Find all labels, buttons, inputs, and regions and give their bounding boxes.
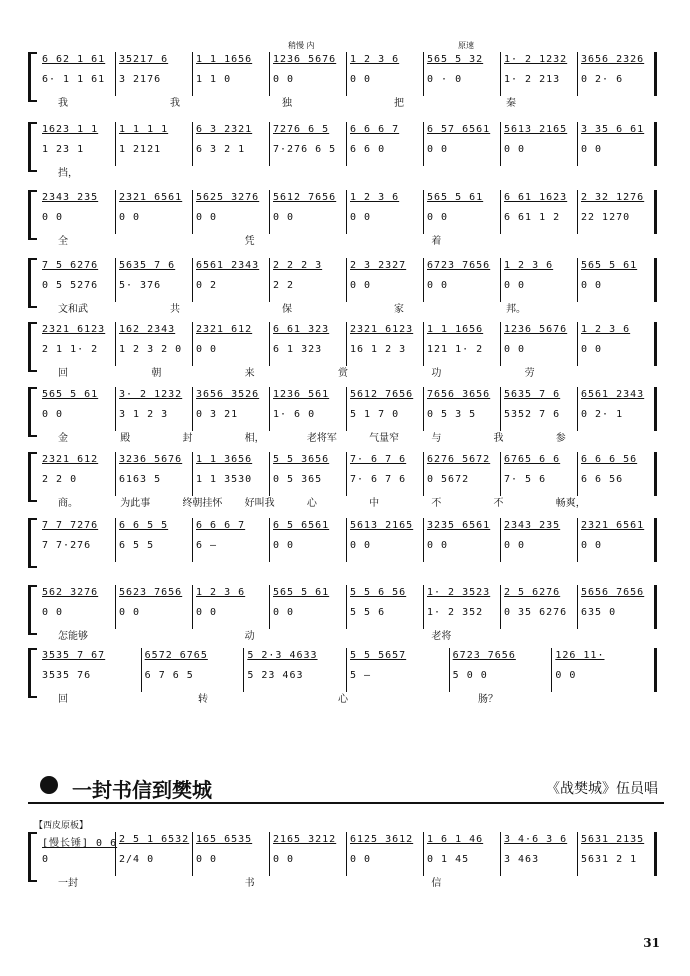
accompaniment-measure: 0 0 [196,854,218,865]
accompaniment-measure: 5 — [350,670,372,681]
accompaniment-measure: 5 0 0 [452,670,488,681]
accompaniment-measure: 0 5 5276 [42,280,99,291]
melody-measure: 6765 6 6 [504,454,561,465]
melody-measure: 6276 5672 [427,454,491,465]
accompaniment-measure: 0 [42,854,50,865]
melody-measure: 5612 7656 [273,192,337,203]
lyric-word: 文和武 [58,304,88,315]
accompaniment-measure: 0 0 [350,854,372,865]
melody-measure: 162 2343 [119,324,176,335]
system-brace [28,52,37,102]
melody-measure: 1 1 3656 [196,454,253,465]
melody-measure: 5 5 6 56 [350,587,407,598]
melody-measure: 5612 7656 [350,389,414,400]
accompaniment-measure: 0 1 45 [427,854,470,865]
melody-measure: 2343 235 [504,520,561,531]
lyric-word: 邦。 [506,304,526,315]
accompaniment-measure: 6 — [196,540,218,551]
accompaniment-measure: 2 2 [273,280,295,291]
accompaniment-measure: 22 1270 [581,212,631,223]
lower-line [38,144,664,160]
melody-measure: 5656 7656 [581,587,645,598]
score-system [28,188,664,246]
system-brace [28,322,37,372]
melody-measure: 6 5 6561 [273,520,330,531]
melody-measure: 6 6 6 7 [350,124,400,135]
lower-line [38,540,664,556]
melody-measure: [慢长锤] 0 6 [42,838,118,849]
accompaniment-measure: 0 5 3 5 [427,409,477,420]
lyric-word: 畅爽， [555,498,586,509]
lyric-word: 气量窄 [369,433,400,444]
melody-measure: 565 5 61 [273,587,330,598]
accompaniment-measure: 0 0 [42,212,64,223]
lyric-word: 心 [338,694,348,705]
accompaniment-measure: 0 0 [119,212,141,223]
section-title: 一封书信到樊城 [72,778,212,802]
section-tag: 【西皮原板】 [34,821,89,831]
accompaniment-measure: 0 2· 6 [581,74,624,85]
melody-measure: 3235 6561 [427,520,491,531]
accompaniment-measure: 3 463 [504,854,540,865]
lower-line [38,344,664,360]
melody-measure: 3· 2 1232 [119,389,183,400]
upper-line [38,192,664,208]
accompaniment-measure: 7· 6 7 6 [350,474,407,485]
lower-line [38,607,664,623]
lyric-word: 来 [244,368,255,379]
melody-measure: 6723 7656 [452,650,516,661]
melody-measure: 2321 6561 [581,520,645,531]
melody-measure: 1 1 1656 [196,54,253,65]
accompaniment-measure: 1 1 0 [196,74,232,85]
accompaniment-measure: 0 0 [42,409,64,420]
upper-line [38,454,664,470]
accompaniment-measure: 0 0 [504,344,526,355]
accompaniment-measure: 0 0 [350,212,372,223]
melody-measure: 5 5 3656 [273,454,330,465]
page-number: 31 [643,936,660,950]
system-brace [28,585,37,635]
lyric-word: 独 [282,98,292,109]
accompaniment-measure: 1 1 3530 [196,474,253,485]
melody-measure: 1 2 3 6 [350,192,400,203]
melody-measure: 2321 6561 [119,192,183,203]
melody-measure: 5625 3276 [196,192,260,203]
lyric-word: 参 [555,433,566,444]
upper-line [38,54,664,70]
accompaniment-measure: 0 0 [273,74,295,85]
accompaniment-measure: 0 0 [350,280,372,291]
accompaniment-measure: 3 1 2 3 [119,409,169,420]
melody-measure: 7 7 7276 [42,520,99,531]
accompaniment-measure: 0 0 [581,344,603,355]
accompaniment-measure: 6 6 0 [350,144,386,155]
accompaniment-measure: 2 2 0 [42,474,78,485]
accompaniment-measure: 0 35 6276 [504,607,568,618]
melody-measure: 5 2·3 4633 [247,650,318,661]
accompaniment-measure: 0 0 [427,540,449,551]
melody-measure: 6723 7656 [427,260,491,271]
accompaniment-measure: 6 7 6 5 [144,670,194,681]
lyric-word: 殿 [120,433,131,444]
melody-measure: 1 1 1 1 [119,124,169,135]
accompaniment-measure: 6163 5 [119,474,162,485]
melody-measure: 6572 6765 [144,650,208,661]
upper-line [38,389,664,405]
melody-measure: 7 5 6276 [42,260,99,271]
accompaniment-measure: 0 0 [427,280,449,291]
accompaniment-measure: 1· 6 0 [273,409,316,420]
melody-measure: 3 4·6 3 6 [504,834,568,845]
melody-measure: 5613 2165 [504,124,568,135]
melody-measure: 3236 5676 [119,454,183,465]
accompaniment-measure: 0 0 [581,280,603,291]
score-system [28,583,664,641]
accompaniment-measure: 0 0 [581,144,603,155]
melody-measure: 2321 612 [196,324,253,335]
lyrics-line [38,164,664,178]
lyric-word: 全 [58,236,68,247]
lyric-word: 相， [244,433,265,444]
melody-measure: 1236 5676 [504,324,568,335]
accompaniment-measure: 5 5 6 [350,607,386,618]
melody-measure: 3535 7 67 [42,650,106,661]
accompaniment-measure: 0 3 21 [196,409,239,420]
upper-line [38,520,664,536]
tempo-mark: 稍慢 内 [288,41,315,50]
lower-line [38,854,664,870]
lyric-word: 劳 [524,368,535,379]
melody-measure: 565 5 32 [427,54,484,65]
lyric-word: 家 [394,304,404,315]
accompaniment-measure: 3535 76 [42,670,92,681]
lyrics-line [38,232,664,246]
melody-measure: 1· 2 1232 [504,54,568,65]
accompaniment-measure: 5 23 463 [247,670,304,681]
upper-line [38,324,664,340]
accompaniment-measure: 0 5672 [427,474,470,485]
accompaniment-measure: 0 2· 1 [581,409,624,420]
upper-line [38,260,664,276]
lyric-word: 为此事 [120,498,151,509]
lyric-word: 转 [198,694,208,705]
lower-line [38,212,664,228]
melody-measure: 6 61 323 [273,324,330,335]
lyric-word: 商。 [58,498,78,509]
accompaniment-measure: 5 1 7 0 [350,409,400,420]
accompaniment-measure: 6 3 2 1 [196,144,246,155]
accompaniment-measure: 1 2121 [119,144,162,155]
score-system [28,120,664,178]
accompaniment-measure: 0 0 [427,212,449,223]
melody-measure: 1 1 1656 [427,324,484,335]
melody-measure: 1 2 3 6 [581,324,631,335]
melody-measure: 6125 3612 [350,834,414,845]
tempo-mark: 原速 [458,41,474,50]
accompaniment-measure: 7 7·276 [42,540,92,551]
melody-measure: 2 32 1276 [581,192,645,203]
accompaniment-measure: 0 0 [273,212,295,223]
lyric-word: 秦 [506,98,516,109]
accompaniment-measure: 0 0 [504,540,526,551]
score-system [28,320,664,378]
system-brace [28,452,37,502]
melody-measure: 5623 7656 [119,587,183,598]
accompaniment-measure: 6 61 1 2 [504,212,561,223]
system-brace [28,190,37,240]
lyric-word: 动 [244,631,255,642]
system-brace [28,832,37,882]
melody-measure: 126 11· [555,650,605,661]
melody-measure: 3656 3526 [196,389,260,400]
melody-measure: 5635 7 6 [119,260,176,271]
accompaniment-measure: 5352 7 6 [504,409,561,420]
upper-line [38,124,664,140]
lyric-word: 共 [170,304,180,315]
accompaniment-measure: 1 2 3 2 0 [119,344,183,355]
accompaniment-measure: 2 1 1· 2 [42,344,99,355]
melody-measure: 2165 3212 [273,834,337,845]
section-rule [28,802,664,804]
melody-measure: 6 6 5 5 [119,520,169,531]
lyric-word: 老将 [431,631,452,642]
accompaniment-measure: 1 23 1 [42,144,85,155]
lyric-word: 回 [58,694,68,705]
accompaniment-measure: 0 0 [119,607,141,618]
melody-measure: 6 6 6 56 [581,454,638,465]
accompaniment-measure: 1· 2 352 [427,607,484,618]
melody-measure: 5613 2165 [350,520,414,531]
lower-line [38,670,664,686]
lyric-word: 终朝挂怀 [182,498,223,509]
accompaniment-measure: 7· 5 6 [504,474,547,485]
melody-measure: 1 6 1 46 [427,834,484,845]
lyrics-line [38,300,664,314]
accompaniment-measure: 0 0 [273,854,295,865]
bullet-icon [40,776,58,794]
accompaniment-measure: 5631 2 1 [581,854,638,865]
melody-measure: 3656 2326 [581,54,645,65]
melody-measure: 2 2 2 3 [273,260,323,271]
melody-measure: 5635 7 6 [504,389,561,400]
melody-measure: 35217 6 [119,54,169,65]
lyric-word: 功 [431,368,442,379]
melody-measure: 1 2 3 6 [504,260,554,271]
melody-measure: 6 57 6561 [427,124,491,135]
accompaniment-measure: 0 0 [196,607,218,618]
melody-measure: 1236 5676 [273,54,337,65]
lyric-word: 心 [306,498,317,509]
accompaniment-measure: 6 6 56 [581,474,624,485]
melody-measure: 565 5 61 [42,389,99,400]
system-brace [28,387,37,437]
melody-measure: 1· 2 3523 [427,587,491,598]
lyric-word: 与 [431,433,442,444]
melody-measure: 565 5 61 [581,260,638,271]
accompaniment-measure: 0 0 [273,540,295,551]
lyrics-line [38,364,664,378]
score-system [28,41,664,109]
lyric-word: 我 [493,433,504,444]
lyrics-line [38,429,664,443]
score-system [28,256,664,314]
lyric-word: 我 [58,98,68,109]
lyric-word: 封 [182,433,193,444]
accompaniment-measure: 0 0 [42,607,64,618]
accompaniment-measure: 635 0 [581,607,617,618]
melody-measure: 165 6535 [196,834,253,845]
melody-measure: 6 62 1 61 [42,54,106,65]
section-source: 《战樊城》伍员唱 [546,781,658,797]
lyric-word: 回 [58,368,68,379]
melody-measure: 562 3276 [42,587,99,598]
score-system [28,646,664,704]
melody-measure: 2 5 1 6532 [119,834,190,845]
accompaniment-measure: 16 1 2 3 [350,344,407,355]
system-brace [28,122,37,172]
melody-measure: 2 3 2327 [350,260,407,271]
lyrics-line [38,494,664,508]
accompaniment-measure: 1· 2 213 [504,74,561,85]
accompaniment-measure: 3 2176 [119,74,162,85]
lyric-word: 朝 [151,368,162,379]
melody-measure: 2321 6123 [42,324,106,335]
lyric-word: 我 [170,98,180,109]
melody-measure: 1623 1 1 [42,124,99,135]
lyric-word: 把 [394,98,404,109]
melody-measure: 2343 235 [42,192,99,203]
lyrics-line [38,627,664,641]
lyric-word: 一封 [58,878,78,889]
accompaniment-measure: 6 1 323 [273,344,323,355]
upper-line [38,650,664,666]
melody-measure: 2321 612 [42,454,99,465]
accompaniment-measure: 6· 1 1 61 [42,74,106,85]
score-system [28,450,664,508]
accompaniment-measure: 0 0 [350,74,372,85]
accompaniment-measure: 0 0 [504,280,526,291]
lyric-word: 老将军 [306,433,337,444]
melody-measure: 2 5 6276 [504,587,561,598]
accompaniment-measure: 0 0 [350,540,372,551]
lyric-word: 信 [431,878,442,889]
accompaniment-measure: 2/4 0 [119,854,155,865]
accompaniment-measure: 0 0 [427,144,449,155]
lyric-word: 不 [493,498,504,509]
lyric-word: 不 [431,498,442,509]
melody-measure: 2321 6123 [350,324,414,335]
lyrics-line [38,874,664,888]
lyric-word: 好叫我 [244,498,275,509]
melody-measure: 565 5 61 [427,192,484,203]
upper-line [38,834,664,850]
melody-measure: 6561 2343 [581,389,645,400]
accompaniment-measure: 0 5 365 [273,474,323,485]
melody-measure: 1 2 3 6 [196,587,246,598]
melody-measure: 5 5 5657 [350,650,407,661]
lower-line [38,474,664,490]
melody-measure: 3 35 6 61 [581,124,645,135]
lyric-word: 挡， [58,168,78,179]
accompaniment-measure: 0 0 [581,540,603,551]
score-system [28,385,664,443]
upper-line [38,587,664,603]
accompaniment-measure: 0 0 [555,670,577,681]
melody-measure: 7276 6 5 [273,124,330,135]
accompaniment-measure: 121 1· 2 [427,344,484,355]
system-brace [28,518,37,568]
melody-measure: 6 6 6 7 [196,520,246,531]
melody-measure: 6561 2343 [196,260,260,271]
accompaniment-measure: 0 · 0 [427,74,463,85]
lyric-word: 书 [244,878,255,889]
lyric-word: 赏 [338,368,348,379]
lower-line [38,74,664,90]
score-system [28,830,664,888]
accompaniment-measure: 6 5 5 [119,540,155,551]
accompaniment-measure: 5· 376 [119,280,162,291]
melody-measure: 1236 561 [273,389,330,400]
accompaniment-measure: 0 2 [196,280,218,291]
accompaniment-measure: 0 0 [196,212,218,223]
lyric-word: 肠？ [478,694,498,705]
accompaniment-measure: 0 0 [196,344,218,355]
lyric-word: 凭 [244,236,255,247]
system-brace [28,648,37,698]
melody-measure: 6 61 1623 [504,192,568,203]
lyrics-line [38,94,664,108]
lyrics-line [38,690,664,704]
lyric-word: 保 [282,304,292,315]
melody-measure: 7656 3656 [427,389,491,400]
section-header [28,772,664,806]
lower-line [38,280,664,296]
melody-measure: 5631 2135 [581,834,645,845]
accompaniment-measure: 0 0 [504,144,526,155]
score-system [28,516,664,574]
lyrics-line [38,560,664,574]
accompaniment-measure: 0 0 [273,607,295,618]
lyric-word: 怎能够 [58,631,88,642]
accompaniment-measure: 7·276 6 5 [273,144,337,155]
lyric-word: 着 [431,236,442,247]
lyric-word: 中 [369,498,380,509]
system-brace [28,258,37,308]
lyric-word: 金 [58,433,68,444]
lower-line [38,409,664,425]
melody-measure: 7· 6 7 6 [350,454,407,465]
melody-measure: 6 3 2321 [196,124,253,135]
melody-measure: 1 2 3 6 [350,54,400,65]
